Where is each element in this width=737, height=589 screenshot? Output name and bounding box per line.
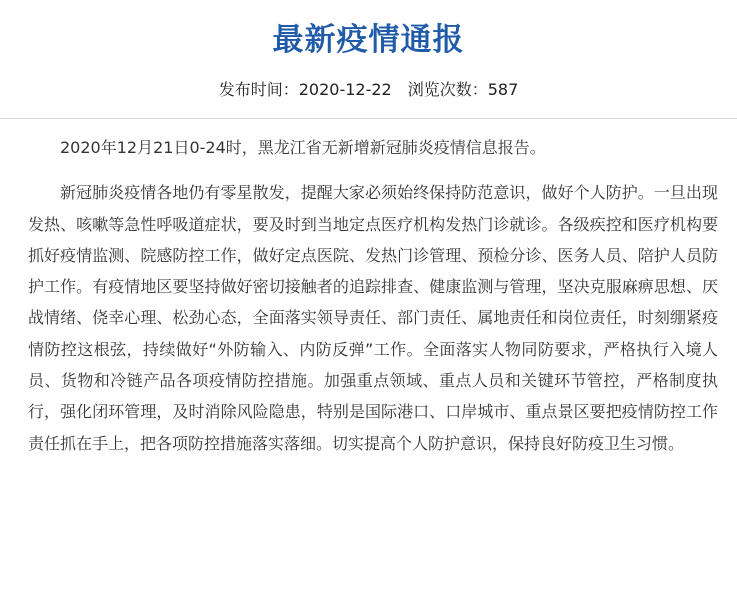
article-meta <box>0 78 737 102</box>
page-title: 最新疫情通报 <box>272 22 465 58</box>
paragraph-intro: 2020年12月21日0-24时，黑龙江省无新增新冠肺炎疫情信息报告。 <box>60 138 546 157</box>
publish-date: 发布时间：2020-12-22 <box>218 80 392 99</box>
header-divider <box>0 118 737 119</box>
article-body <box>28 132 718 473</box>
view-count: 浏览次数：587 <box>407 80 519 99</box>
paragraph-main: 新冠肺炎疫情各地仍有零星散发，提醒大家必须始终保持防范意识，做好个人防护。一旦出现发热、咳嗽等急性呼吸道症状，要及时到当地定点医疗机构发热门诊就诊。各级疾控和医疗机构要抓好疫情监测、院感防控工作，做好定点医院、发热门诊管理、预检分诊、医务人员、陪护人员防护工作。有疫情地区要坚持做好密切接触者的追踪排查、健康监测与管理，坚决克服麻痹思想、厌战情绪、侥幸心理、松劲心态，全面落实领导责任、部门责任、属地责任和岗位责任，时刻绷紧疫情防控这根弦，持续做好“外防输入、内防反弹”工作。全面落实人物同防要求，严格执行入境人员、货物和冷链产品各项疫情防控措施。加强重点领域、重点人员和关键环节管控，严格制度执行，强化闭环管理，及时消除风险隐患，特别是国际港口、口岸城市、重点景区要把疫情防控工作责任抓在手上，把各项防控措施落实落细。切实提高个人防护意识，保持良好防疫卫生习惯。 <box>28 183 718 453</box>
